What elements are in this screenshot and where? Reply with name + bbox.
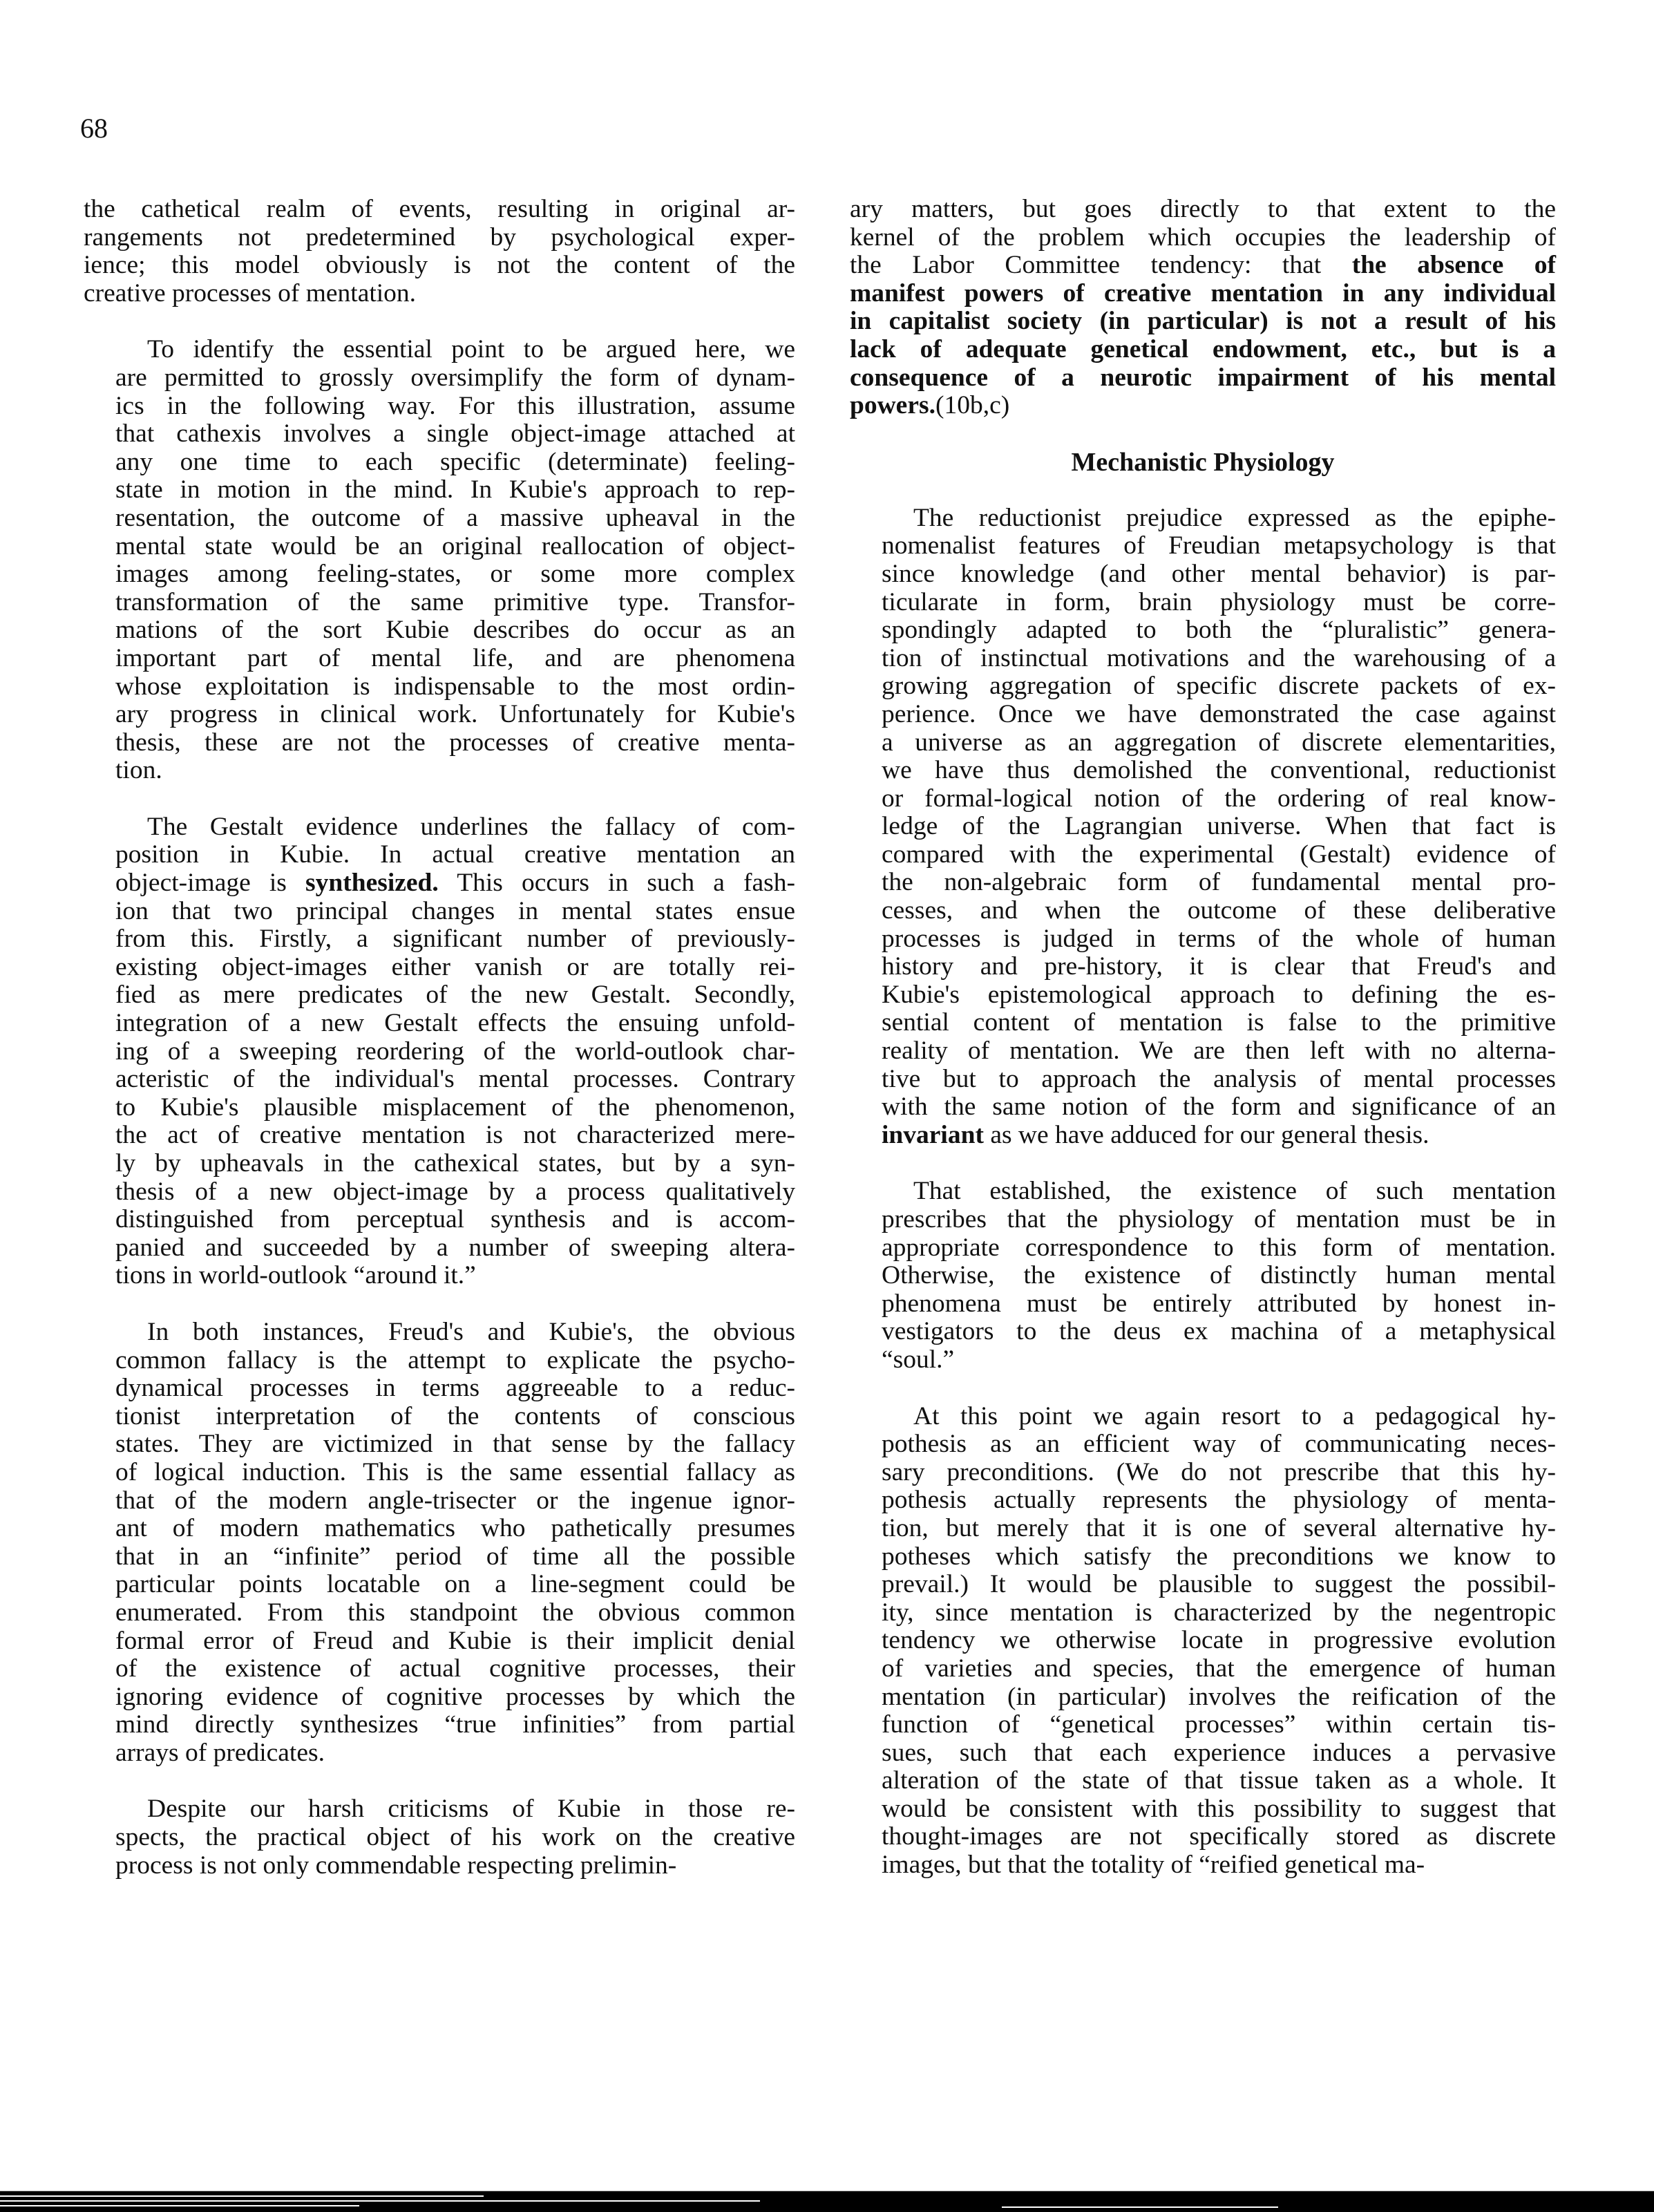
- bold-emphasis: invariant: [882, 1120, 984, 1149]
- text-line: that in an “infinite” period of time all the possible: [115, 1542, 795, 1571]
- section-heading: Mechanistic Physiology: [1071, 447, 1335, 477]
- text-line: states. They are victimized in that sense by the fallacy: [115, 1430, 795, 1459]
- text-line: tive but to approach the analysis of mental processes: [882, 1064, 1556, 1093]
- text-line: Despite our harsh criticisms of Kubie in those re-: [147, 1795, 795, 1824]
- text-line: reality of mentation. We are then left with no alterna-: [882, 1037, 1556, 1066]
- text-line: The reductionist prejudice expressed as the epiphe-: [913, 503, 1556, 532]
- text-line: tions in world-outlook “around it.”: [115, 1261, 476, 1290]
- text-line: a universe as an aggregation of discrete elementarities,: [882, 728, 1556, 757]
- text-line: important part of mental life, and are phenomena: [115, 643, 795, 672]
- text-line: ary matters, but goes directly to that extent to the: [850, 195, 1556, 223]
- text-line: that cathexis involves a single object-image attached at: [115, 419, 795, 448]
- text-line: prescribes that the physiology of mentation must be in: [882, 1205, 1556, 1233]
- text-line: ion that two principal changes in mental states ensue: [115, 896, 795, 925]
- text-line: ant of modern mathematics who pathetically presumes: [115, 1514, 795, 1543]
- text-line: position in Kubie. In actual creative mentation an: [115, 840, 795, 869]
- text-line: [850, 336, 1556, 364]
- bold-emphasis: synthesized.: [305, 869, 439, 898]
- text-line: process is not only commendable respecting prelimin-: [115, 1851, 677, 1880]
- text-line: tendency we otherwise locate in progressive evolution: [882, 1626, 1556, 1655]
- text-line: cesses, and when the outcome of these deliberative: [882, 896, 1556, 925]
- text-line: any one time to each specific (determinate) feeling-: [115, 447, 795, 476]
- text-line: dynamical processes in terms aggreeable to a reduc-: [115, 1374, 795, 1403]
- text-line: mind directly synthesizes “true infinities” from partial: [115, 1710, 795, 1739]
- text-line: growing aggregation of specific discrete packets of ex-: [882, 672, 1556, 701]
- text-line: thesis, these are not the processes of creative menta-: [115, 728, 795, 757]
- text-line: ignoring evidence of cognitive processes by which the: [115, 1682, 795, 1711]
- text-line: ics in the following way. For this illustration, assume: [115, 391, 795, 420]
- text-line: ience; this model obviously is not the content of the: [84, 251, 795, 280]
- text-line: pothesis actually represents the physiology of menta-: [882, 1486, 1556, 1515]
- bold-emphasis: powers.: [850, 391, 935, 420]
- text-line: The Gestalt evidence underlines the fallacy of com-: [147, 812, 795, 841]
- text-line: particular points locatable on a line-segment could be: [115, 1570, 795, 1599]
- text-line: ticularate in form, brain physiology must be corre-: [882, 587, 1556, 616]
- text-line: kernel of the problem which occupies the leadership of: [850, 223, 1556, 252]
- text-line: nomenalist features of Freudian metapsychology is that: [882, 531, 1556, 560]
- text-line: would be consistent with this possibility to suggest that: [882, 1794, 1556, 1823]
- text-line: images among feeling-states, or some more complex: [115, 560, 795, 589]
- text-line: function of “genetical processes” within certain tis-: [882, 1710, 1556, 1739]
- text-line: with the same notion of the form and significance of an: [882, 1093, 1556, 1122]
- text-line: tion, but merely that it is one of several alternative hy-: [882, 1513, 1556, 1542]
- text-line: arrays of predicates.: [115, 1738, 325, 1767]
- text-line: common fallacy is the attempt to explicate the psycho-: [115, 1345, 795, 1374]
- text-line: resentation, the outcome of a massive upheaval in the: [115, 503, 795, 532]
- bold-emphasis: consequence of a neurotic impairment of his mental: [850, 363, 1556, 392]
- text-line: panied and succeeded by a number of sweeping altera-: [115, 1233, 795, 1262]
- text-line: “soul.”: [882, 1345, 955, 1374]
- text-line: of the existence of actual cognitive processes, their: [115, 1654, 795, 1683]
- scan-edge-bar: [0, 2189, 1654, 2212]
- text-line: state in motion in the mind. In Kubie's approach to rep-: [115, 475, 795, 504]
- text-line: spondingly adapted to both the “pluralistic” genera-: [882, 616, 1556, 645]
- right-column: [850, 196, 1556, 1908]
- text-line: mations of the sort Kubie describes do occur as an: [115, 616, 795, 645]
- text-line: ly by upheavals in the cathexical states, but by a syn-: [115, 1149, 795, 1178]
- text-line: invariant as we have adduced for our general thesis.: [882, 1120, 1429, 1149]
- text-line: enumerated. From this standpoint the obvious common: [115, 1598, 795, 1627]
- text-line: ity, since mentation is characterized by the negentropic: [882, 1598, 1556, 1627]
- text-line: ing of a sweeping reordering of the world-outlook char-: [115, 1037, 795, 1066]
- text-line: compared with the experimental (Gestalt) evidence of: [882, 840, 1556, 869]
- text-line: In both instances, Freud's and Kubie's, the obvious: [147, 1317, 795, 1346]
- text-line: object-image is synthesized. This occurs in such a fash-: [115, 869, 795, 898]
- paragraph: [84, 196, 795, 308]
- text-line: the Labor Committee tendency: that the absence of: [850, 251, 1556, 280]
- text-line: rangements not predetermined by psychological exper-: [84, 223, 795, 252]
- text-line: mentation (in particular) involves the reification of the: [882, 1682, 1556, 1711]
- paragraph: [850, 1178, 1556, 1374]
- text-line: creative processes of mentation.: [84, 278, 417, 308]
- left-column: [84, 196, 795, 1908]
- text-line: the non-algebraic form of fundamental mental pro-: [882, 868, 1556, 897]
- text-line: alteration of the state of that tissue taken as a whole. It: [882, 1766, 1556, 1795]
- text-line: perience. Once we have demonstrated the case against: [882, 699, 1556, 728]
- text-line: powers.(10b,c): [850, 391, 1010, 420]
- text-line: mental state would be an original reallocation of object-: [115, 531, 795, 560]
- text-line: sary preconditions. (We do not prescribe that this hy-: [882, 1457, 1556, 1486]
- text-line: [850, 308, 1556, 336]
- text-line: Kubie's epistemological approach to defining the es-: [882, 980, 1556, 1009]
- text-line: fied as mere predicates of the new Gestalt. Secondly,: [115, 981, 795, 1010]
- text-line: That established, the existence of such mentation: [913, 1177, 1556, 1206]
- paragraph: [84, 1795, 795, 1880]
- bold-emphasis: the absence of: [1351, 251, 1556, 280]
- text-line: sential content of mentation is false to the primitive: [882, 1008, 1556, 1037]
- text-line: vestigators to the deus ex machina of a metaphysical: [882, 1317, 1556, 1346]
- paragraph: [84, 336, 795, 785]
- text-line: phenomena must be entirely attributed by honest in-: [882, 1289, 1556, 1318]
- text-line: the act of creative mentation is not characterized mere-: [115, 1121, 795, 1150]
- text-line: ary progress in clinical work. Unfortunately for Kubie's: [115, 700, 795, 729]
- text-line: sues, such that each experience induces a pervasive: [882, 1738, 1556, 1767]
- paragraph: [850, 1403, 1556, 1880]
- text-line: [850, 364, 1556, 393]
- text-line: transformation of the same primitive type. Transfor-: [115, 587, 795, 616]
- text-line: thesis of a new object-image by a process qualitatively: [115, 1177, 795, 1206]
- text-line: images, but that the totality of “reified genetical ma-: [882, 1851, 1425, 1880]
- text-line: thought-images are not specifically stored as discrete: [882, 1822, 1556, 1851]
- bold-emphasis: in capitalist society (in particular) is not a result of his: [850, 307, 1556, 336]
- text-line: appropriate correspondence to this form of mentation.: [882, 1233, 1556, 1262]
- text-line: the cathetical realm of events, resulting in original ar-: [84, 195, 795, 223]
- text-line: to Kubie's plausible misplacement of the phenomenon,: [115, 1093, 795, 1122]
- page-number: 68: [80, 113, 108, 144]
- text-line: that of the modern angle-trisecter or the ingenue ignor-: [115, 1486, 795, 1515]
- paragraph: [850, 504, 1556, 1150]
- text-line: formal error of Freud and Kubie is their implicit denial: [115, 1626, 795, 1655]
- text-line: prevail.) It would be plausible to suggest the possibil-: [882, 1570, 1556, 1599]
- text-line: pothesis as an efficient way of communicating neces-: [882, 1430, 1556, 1459]
- text-line: distinguished from perceptual synthesis and is accom-: [115, 1205, 795, 1234]
- paragraph: [84, 1318, 795, 1768]
- bold-emphasis: lack of adequate genetical endowment, etc., but is a: [850, 334, 1556, 363]
- text-line: spects, the practical object of his work on the creative: [115, 1823, 795, 1852]
- text-line: integration of a new Gestalt effects the ensuing unfold-: [115, 1009, 795, 1038]
- text-line: Otherwise, the existence of distinctly human mental: [882, 1261, 1556, 1290]
- text-line: history and pre-history, it is clear that Freud's and: [882, 952, 1556, 981]
- text-line: are permitted to grossly oversimplify the form of dynam-: [115, 363, 795, 392]
- text-line: processes is judged in terms of the whole of human: [882, 924, 1556, 953]
- text-line: whose exploitation is indispensable to the most ordin-: [115, 672, 795, 701]
- text-line: At this point we again resort to a pedagogical hy-: [913, 1401, 1556, 1430]
- text-line: existing object-images either vanish or are totally rei-: [115, 952, 795, 981]
- text-line: from this. Firstly, a significant number of previously-: [115, 925, 795, 954]
- text-line: potheses which satisfy the preconditions we know to: [882, 1542, 1556, 1571]
- text-line: tion of instinctual motivations and the warehousing of a: [882, 643, 1556, 672]
- text-line: ledge of the Lagrangian universe. When that fact is: [882, 812, 1556, 841]
- text-line: we have thus demolished the conventional, reductionist: [882, 756, 1556, 785]
- text-line: [850, 280, 1556, 308]
- text-line: acteristic of the individual's mental processes. Contrary: [115, 1065, 795, 1094]
- text-line: of logical induction. This is the same essential fallacy as: [115, 1457, 795, 1486]
- text-line: since knowledge (and other mental behavior) is par-: [882, 559, 1556, 588]
- text-line: of varieties and species, that the emergence of human: [882, 1654, 1556, 1683]
- text-line: or formal-logical notion of the ordering of real know-: [882, 784, 1556, 813]
- paragraph: [850, 196, 1556, 420]
- text-line: tionist interpretation of the contents of conscious: [115, 1401, 795, 1430]
- text-line: tion.: [115, 756, 162, 785]
- bold-emphasis: manifest powers of creative mentation in any individual: [850, 278, 1556, 308]
- paragraph: [84, 813, 795, 1290]
- text-line: To identify the essential point to be argued here, we: [147, 335, 795, 364]
